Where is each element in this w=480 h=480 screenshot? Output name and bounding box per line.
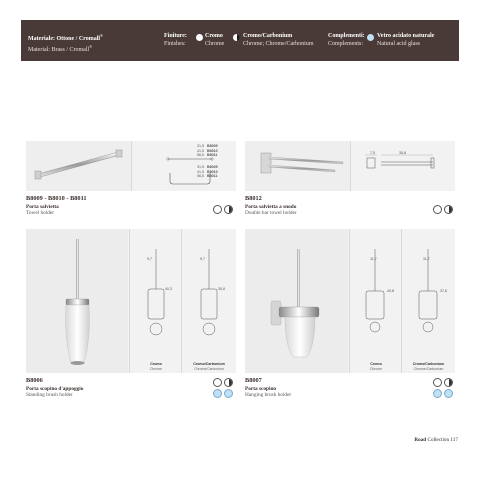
b8009-technical-drawing <box>132 141 236 191</box>
footer-brand: Road <box>414 437 427 443</box>
product-code-b8012: B8012 <box>245 195 262 202</box>
product-panel-b8007 <box>245 229 455 373</box>
dim-b8010-code: B8010 <box>207 148 218 153</box>
finish2-en: Chrome; Chrome/Carbonium <box>243 41 314 47</box>
product-name-en-b8012: Double bar towel holder <box>245 210 297 216</box>
finishes-block <box>164 32 187 48</box>
hanging-brush-holder-image <box>245 229 348 373</box>
product-panel-b8012 <box>245 141 455 191</box>
product-code-b8006: B8006 <box>26 377 43 384</box>
finish-chrome-icon <box>433 378 442 387</box>
caption-chrome-en: Chrome <box>149 367 163 371</box>
dim-b8006-width-carbonium: 9,7 <box>200 257 205 261</box>
product-name-it-b8009: Porta salvietta <box>26 204 59 210</box>
dim-b8007-height-2: 37,6 <box>440 289 447 293</box>
finish1-en: Chrome <box>205 41 225 47</box>
dim-b8009-length-2: 31,5 <box>197 165 204 169</box>
dim-b8006-height-2: 35,8 <box>218 287 225 291</box>
chrome-carbonium-finish-icon <box>233 34 240 41</box>
page-footer <box>414 437 458 443</box>
caption-chrome-carbonium: Cromo/Carbonium <box>193 362 225 366</box>
material-label: Materiale: Ottone / Cromall <box>28 36 101 42</box>
glass-complement-icon <box>444 389 453 398</box>
dim-b8009-code: B8009 <box>207 144 218 148</box>
dim-b8010-code-2: B8010 <box>207 169 218 174</box>
dim-b8007-height: 40,8 <box>387 289 394 293</box>
caption-chrome-carbonium-en: Chrome/Carbonium <box>413 367 444 371</box>
complementi-label: Complementi: <box>328 33 365 39</box>
caption-chrome-en: Chrome <box>369 367 383 371</box>
finish-chrome-carbonium-icon <box>444 205 453 214</box>
glass-complement-icon <box>213 389 222 398</box>
product-name-en-b8007: Hanging brush holder <box>245 392 292 398</box>
b8012-technical-drawing <box>351 141 455 191</box>
towel-bar-image <box>26 141 131 191</box>
dim-b8007-width-chrome: 11,7 <box>370 257 377 261</box>
dim-b8006-width-chrome: 9,7 <box>147 257 152 261</box>
product-code-b8009: B8009 - B8010 - B8011 <box>26 195 87 202</box>
standing-brush-holder-image <box>26 229 128 373</box>
product-name-it-b8006: Porta scopino d'appoggio <box>26 386 84 392</box>
material-en: Material: Brass / Cromall <box>28 47 90 53</box>
chrome-finish-icon <box>196 34 203 41</box>
product-photo-b8006 <box>26 229 128 373</box>
product-panel-b8009 <box>26 141 236 191</box>
product-name-en-b8009: Towel holder <box>26 210 55 216</box>
product-name-en-b8006: Standing brush holder <box>26 392 73 398</box>
glass-complement-icon <box>224 389 233 398</box>
caption-chrome-carbonium-en: Chrome/Carbonium <box>194 367 224 371</box>
product-panel-b8006 <box>26 229 236 373</box>
finish-chrome-icon <box>213 378 222 387</box>
dim-b8012-width: 7,5 <box>370 151 375 155</box>
complements-label: Complements: <box>328 41 363 47</box>
caption-chrome: Cromo <box>370 362 382 366</box>
caption-chrome: Cromo <box>150 362 162 366</box>
dim-b8007-width-carbonium: 11,7 <box>423 257 430 261</box>
dim-b8011-code: B8011 <box>207 153 218 157</box>
finish2-it: Cromo/Carbonium <box>243 33 293 39</box>
glass-complement-icon <box>433 389 442 398</box>
caption-chrome-carbonium: Cromo/Carbonium <box>412 362 445 366</box>
dim-b8012-length: 35,8 <box>399 151 406 155</box>
finish2-block <box>243 32 314 48</box>
finiture-label: Finiture: <box>164 33 187 39</box>
complement-block <box>377 32 434 48</box>
dim-b8011-length-2: 56,5 <box>197 174 204 178</box>
complement-it: Vetro acidato naturale <box>377 33 435 39</box>
dim-b8009-length: 31,5 <box>197 144 204 148</box>
product-photo-b8009 <box>26 141 131 191</box>
finish-chrome-icon <box>213 205 222 214</box>
dim-b8009-code-2: B8009 <box>207 165 218 169</box>
dim-b8010-length: 41,5 <box>197 148 204 153</box>
finish-chrome-carbonium-icon <box>444 378 453 387</box>
finish1-block <box>205 32 224 48</box>
finish-chrome-carbonium-icon <box>224 205 233 214</box>
complement-en: Natural acid glass <box>377 41 420 47</box>
dim-b8006-height: 40,3 <box>165 287 172 291</box>
product-photo-b8012 <box>245 141 350 191</box>
finish-chrome-icon <box>433 205 442 214</box>
b8007-technical-drawing <box>350 229 455 373</box>
dim-b8010-length-2: 41,5 <box>197 169 204 174</box>
finishes-label: Finishes: <box>164 41 186 47</box>
glass-complement-icon <box>367 34 374 41</box>
product-name-it-b8007: Porta scopino <box>245 386 277 392</box>
double-bar-towel-holder-image <box>245 141 350 191</box>
finish-chrome-carbonium-icon <box>224 378 233 387</box>
footer-collection: Collection <box>427 437 450 443</box>
dim-b8011-length: 56,5 <box>197 153 204 157</box>
header-bar <box>21 20 459 61</box>
material-block: Materiale: Ottone / Cromall® Material: Brass / Cromall® <box>28 33 104 53</box>
page-number: 117 <box>450 437 458 443</box>
product-photo-b8007 <box>245 229 348 373</box>
dim-b8011-code-2: B8011 <box>207 174 218 178</box>
finish1-it: Cromo <box>205 33 223 39</box>
b8006-technical-drawing <box>130 229 236 373</box>
product-name-it-b8012: Porta salvietta a snodo <box>245 204 297 210</box>
product-code-b8007: B8007 <box>245 377 262 384</box>
complements-block <box>328 32 365 48</box>
